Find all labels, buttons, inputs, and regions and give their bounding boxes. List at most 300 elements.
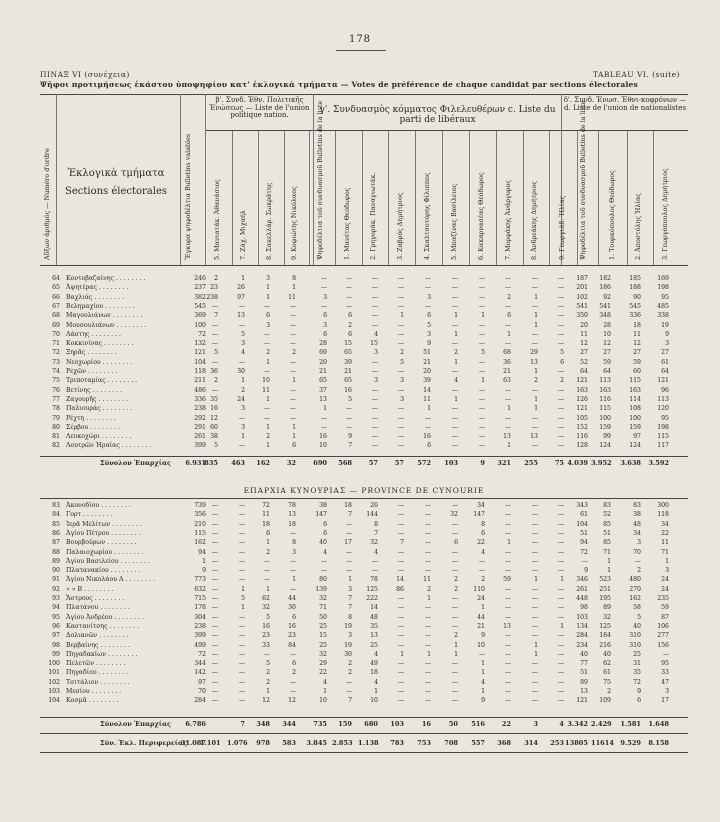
value-cell: 6 <box>348 330 352 338</box>
value-cell: — <box>397 511 404 519</box>
total-row <box>40 720 688 730</box>
value-cell: 36 <box>503 358 511 366</box>
value-cell: — <box>557 511 564 519</box>
value-cell: — <box>211 502 218 509</box>
value-cell: — <box>371 358 378 366</box>
value-cell: 17 <box>661 697 669 705</box>
row-number: 94 <box>52 604 60 612</box>
table-row <box>40 613 688 623</box>
value-cell: 61 <box>603 669 611 677</box>
value-cell: 680 <box>364 720 378 728</box>
value-cell: 51 <box>603 529 611 537</box>
value-cell: 156 <box>657 641 669 649</box>
value-cell: 8 <box>481 520 485 528</box>
value-cell: — <box>531 567 538 575</box>
value-cell: 63 <box>503 377 511 385</box>
value-cell: 35 <box>370 622 378 630</box>
value-cell: — <box>238 576 245 584</box>
value-cell: — <box>531 660 538 668</box>
value-cell: — <box>531 302 538 310</box>
value-cell: 5 <box>481 349 485 357</box>
value-cell: — <box>424 502 431 509</box>
value-cell: 234 <box>576 641 588 649</box>
value-cell: — <box>557 632 564 640</box>
value-cell: — <box>557 284 564 292</box>
value-cell: 2 <box>454 632 458 640</box>
value-cell: 159 <box>599 423 611 431</box>
value-cell: — <box>557 604 564 612</box>
value-cell: 52 <box>580 358 588 366</box>
table-row <box>40 696 688 706</box>
value-cell: 523 <box>599 576 611 584</box>
row-number: 68 <box>52 312 60 320</box>
value-cell: 18 <box>288 520 296 528</box>
value-cell: 72 <box>580 548 588 556</box>
row-number: 82 <box>52 442 60 450</box>
value-cell: 10 <box>603 330 611 338</box>
value-cell: 3 <box>241 340 245 348</box>
value-cell: 71 <box>661 548 669 556</box>
value-cell: — <box>211 669 218 677</box>
value-cell: 94 <box>198 548 206 556</box>
value-cell: 1.076 <box>227 739 248 747</box>
value-cell: — <box>424 275 431 282</box>
value-cell: 1.581 <box>620 720 641 728</box>
value-cell: — <box>211 660 218 668</box>
value-cell: 2 <box>454 576 458 584</box>
value-cell: — <box>424 613 431 621</box>
value-cell: 1 <box>560 576 564 584</box>
value-cell: 38 <box>319 502 327 509</box>
sections-heading-french: Sections électorales <box>64 186 168 197</box>
section-name: Παλαιοχωρίου . . . . . . . . <box>66 548 144 556</box>
value-cell: 3 <box>637 539 641 547</box>
value-cell: — <box>371 293 378 301</box>
value-cell: 1 <box>481 377 485 385</box>
value-cell: — <box>397 595 404 602</box>
value-cell: 1 <box>507 539 511 547</box>
value-cell: 30 <box>344 650 352 658</box>
section1-total-rule <box>40 456 688 457</box>
value-cell: 124 <box>629 442 641 450</box>
value-cell: 9 <box>348 433 352 441</box>
section-name: Ἁγίου Βασιλείου . . . . . . . . <box>66 557 150 565</box>
value-cell: — <box>424 660 431 668</box>
row-number: 71 <box>52 340 60 348</box>
section-name: Ρεχῶν . . . . . . . . <box>66 368 118 375</box>
value-cell: — <box>397 520 404 528</box>
table-row <box>40 358 688 368</box>
value-cell: — <box>504 650 511 658</box>
value-cell: 480 <box>629 576 641 584</box>
value-cell: 5 <box>214 442 218 450</box>
value-cell: — <box>320 567 327 575</box>
value-cell: 125 <box>599 622 611 630</box>
table-row <box>40 321 688 331</box>
value-cell: 142 <box>194 669 206 677</box>
value-cell: 16 <box>421 720 431 728</box>
value-cell: — <box>557 595 564 602</box>
value-cell: — <box>531 613 538 621</box>
value-cell: 1 <box>481 660 485 668</box>
value-cell: 104 <box>194 358 206 366</box>
value-cell: 399 <box>194 442 206 450</box>
value-cell: — <box>238 567 245 575</box>
value-cell: 5 <box>214 349 218 357</box>
value-cell: 238 <box>194 622 206 630</box>
value-cell: 118 <box>657 511 669 519</box>
table-row <box>40 386 688 396</box>
value-cell: 83 <box>633 502 641 509</box>
total-row <box>40 739 688 749</box>
value-cell: 32 <box>370 539 378 547</box>
table-row <box>40 622 688 632</box>
value-cell: 284 <box>576 632 588 640</box>
value-cell: 44 <box>477 613 485 621</box>
value-cell: — <box>478 330 485 338</box>
value-cell: — <box>397 340 404 348</box>
value-cell: 3.592 <box>648 459 669 467</box>
top-rule <box>40 94 688 95</box>
value-cell: 304 <box>194 613 206 621</box>
value-cell: 3.638 <box>620 459 641 467</box>
column-divider <box>653 131 654 265</box>
row-number: 97 <box>52 632 60 640</box>
value-cell: 1 <box>292 377 296 385</box>
row-number: 89 <box>52 557 60 565</box>
value-cell: — <box>478 395 485 403</box>
value-cell: — <box>211 386 218 394</box>
value-cell: 25 <box>633 650 641 658</box>
value-cell: — <box>397 604 404 612</box>
value-cell: 1 <box>481 688 485 695</box>
value-cell: 26 <box>370 502 378 509</box>
value-cell: 109 <box>599 697 611 705</box>
section-name: Πελετῶν . . . . . . . . <box>66 660 126 668</box>
value-cell: 1 <box>266 293 270 301</box>
value-cell: — <box>345 557 352 565</box>
value-cell: — <box>371 368 378 375</box>
table-row <box>40 631 688 641</box>
value-cell: 163 <box>599 386 611 394</box>
value-cell: 22 <box>319 669 327 677</box>
value-cell: 8 <box>374 520 378 528</box>
value-cell: — <box>424 622 431 630</box>
value-cell: 31 <box>633 660 641 668</box>
value-cell: — <box>557 641 564 649</box>
value-cell: 162 <box>194 539 206 547</box>
value-cell: 121 <box>657 377 669 385</box>
value-cell: 117 <box>657 442 669 450</box>
value-cell: 29 <box>319 660 327 668</box>
value-cell: — <box>289 386 296 394</box>
value-cell: 310 <box>629 632 641 640</box>
value-cell: — <box>289 312 296 320</box>
value-cell: 21 <box>423 358 431 366</box>
table-row <box>40 520 688 530</box>
value-cell: 13805 <box>565 739 588 747</box>
value-cell: 1 <box>607 557 611 565</box>
value-cell: — <box>504 697 511 705</box>
value-cell: 94 <box>580 539 588 547</box>
value-cell: — <box>531 697 538 705</box>
value-cell: — <box>557 613 564 621</box>
value-cell: 96 <box>661 386 669 394</box>
value-cell: — <box>397 433 404 441</box>
value-cell: 3 <box>241 405 245 413</box>
value-cell: 10 <box>370 697 378 705</box>
value-cell: — <box>211 511 218 519</box>
value-cell: 102 <box>576 293 588 301</box>
value-cell: 20 <box>423 368 431 375</box>
value-cell: 108 <box>629 405 641 413</box>
value-cell: 448 <box>576 595 588 602</box>
value-cell: 198 <box>657 423 669 431</box>
value-cell: 3.342 <box>567 720 588 728</box>
value-cell: 11 <box>262 511 270 519</box>
value-cell: 356 <box>194 511 206 519</box>
value-cell: 238 <box>194 405 206 413</box>
grand-total-rule <box>40 733 688 734</box>
value-cell: 25 <box>319 641 327 649</box>
value-cell: 7 <box>348 604 352 612</box>
value-cell: 11 <box>423 395 431 403</box>
value-cell: 1 <box>202 557 206 565</box>
value-cell: — <box>238 321 245 329</box>
value-cell: — <box>397 660 404 668</box>
value-cell: 3.952 <box>591 459 612 467</box>
value-cell: — <box>504 386 511 394</box>
row-number: 98 <box>52 641 60 649</box>
value-cell: 978 <box>256 739 270 747</box>
value-cell: 6 <box>481 529 485 537</box>
value-cell: 1 <box>400 650 404 658</box>
value-cell: — <box>504 511 511 519</box>
value-cell: — <box>504 302 511 310</box>
value-cell: 1 <box>292 576 296 584</box>
column-divider <box>309 131 310 265</box>
value-cell: 300 <box>657 502 669 509</box>
value-cell: 64 <box>580 368 588 375</box>
value-cell: 2 <box>292 349 296 357</box>
value-cell: 113 <box>657 395 669 403</box>
value-cell: 75 <box>603 678 611 686</box>
value-cell: 23 <box>288 632 296 640</box>
value-cell: 284 <box>194 697 206 705</box>
value-cell: — <box>557 340 564 348</box>
value-cell: — <box>397 688 404 695</box>
value-cell: 22 <box>661 529 669 537</box>
value-cell: — <box>211 358 218 366</box>
value-cell: — <box>238 650 245 658</box>
row-number: 99 <box>52 650 60 658</box>
value-cell: 1 <box>481 669 485 677</box>
table-row <box>40 274 688 284</box>
value-cell: — <box>211 613 218 621</box>
value-cell: 13 <box>370 632 378 640</box>
value-cell: — <box>397 567 404 575</box>
page-number-rule <box>336 50 386 51</box>
value-cell: 59 <box>603 358 611 366</box>
value-cell: 12 <box>580 340 588 348</box>
value-cell: — <box>451 529 458 537</box>
value-cell: 11 <box>423 576 431 584</box>
value-cell: — <box>289 302 296 310</box>
value-cell: — <box>211 548 218 556</box>
value-cell: 33 <box>262 641 270 649</box>
value-cell: — <box>504 595 511 602</box>
value-cell: 1 <box>292 433 296 441</box>
value-cell: — <box>504 567 511 575</box>
value-cell: — <box>504 520 511 528</box>
value-cell: 1 <box>454 395 458 403</box>
value-cell: 28 <box>603 321 611 329</box>
value-cell: 7 <box>348 595 352 602</box>
value-cell: 2.853 <box>332 739 353 747</box>
value-cell: — <box>238 613 245 621</box>
section-name: Βουρβούρων . . . . . . . . <box>66 539 137 547</box>
value-cell: — <box>263 414 270 422</box>
value-cell: 4 <box>559 720 564 728</box>
value-cell: — <box>424 414 431 422</box>
value-cell: 9 <box>637 688 641 695</box>
section-name: Λάστης . . . . . . . . <box>66 330 121 338</box>
value-cell: 1 <box>534 576 538 584</box>
table-caption: Ψῆφοι προτιμήσεως ἑκάστου ὑποψηφίου κατ' ἐκλογικὰ τμήματα — Votes de préférence de chaque candidat par sections électorales <box>40 80 639 89</box>
section-name: Ἁγίου Νικολάου Α . . . . . . . . <box>66 576 155 584</box>
value-cell: 344 <box>194 660 206 668</box>
section-name: Καστανίτσης . . . . . . . . <box>66 622 140 630</box>
value-cell: 1 <box>560 622 564 630</box>
value-cell: — <box>557 275 564 282</box>
column-divider <box>232 131 233 265</box>
value-cell: 7 <box>400 539 404 547</box>
value-cell: 2 <box>400 349 404 357</box>
value-cell: 382 <box>194 293 206 301</box>
value-cell: 2 <box>454 585 458 593</box>
value-cell: 3 <box>266 321 270 329</box>
value-cell: 6 <box>427 312 431 320</box>
value-cell: — <box>371 321 378 329</box>
value-cell: — <box>478 340 485 348</box>
value-cell: 6 <box>507 312 511 320</box>
value-cell: 1 <box>427 650 431 658</box>
value-cell: 182 <box>599 275 611 282</box>
column-heading: 1. Μανέτας Θεόδωρος <box>343 187 351 260</box>
value-cell: 103 <box>390 720 404 728</box>
value-cell: 1 <box>534 395 538 403</box>
value-cell: 2 <box>266 349 270 357</box>
column-divider <box>362 131 363 265</box>
value-cell: 7 <box>240 720 245 728</box>
value-cell: — <box>424 641 431 649</box>
value-cell: — <box>371 312 378 320</box>
value-cell: 7 <box>374 529 378 537</box>
value-cell: 1.648 <box>648 720 669 728</box>
value-cell: 34 <box>477 502 485 509</box>
value-cell: — <box>478 423 485 431</box>
table-row <box>40 641 688 651</box>
value-cell: 90 <box>633 293 641 301</box>
value-cell: 237 <box>194 284 206 292</box>
value-cell: 86 <box>396 585 404 593</box>
value-cell: — <box>238 442 245 450</box>
value-cell: 59 <box>503 576 511 584</box>
value-cell: 2 <box>348 669 352 677</box>
value-cell: 13 <box>530 433 538 441</box>
group-nationalists: δ'. Συνδ. Ἑνωσ. Ἐθνι-κοφρόνων — d. Liste de l'union de nationalistes <box>563 96 687 112</box>
sections-heading-greek: Ἐκλογικὰ τμήματα <box>67 168 165 179</box>
value-cell: 97 <box>633 433 641 441</box>
value-cell: — <box>557 529 564 537</box>
value-cell: — <box>238 632 245 640</box>
section-name: Τσιτάλιον . . . . . . . . <box>66 678 130 686</box>
value-cell: — <box>371 386 378 394</box>
value-cell: — <box>424 539 431 547</box>
value-cell: 1 <box>374 688 378 695</box>
value-cell: 115 <box>194 529 206 537</box>
value-cell: 106 <box>657 622 669 630</box>
value-cell: 71 <box>319 604 327 612</box>
value-cell: — <box>345 293 352 301</box>
value-cell: — <box>451 697 458 705</box>
value-cell: — <box>397 502 404 509</box>
value-cell: 3 <box>427 293 431 301</box>
value-cell: 3 <box>665 567 669 575</box>
value-cell: — <box>478 321 485 329</box>
value-cell: 21 <box>344 368 352 375</box>
value-cell: 27 <box>603 349 611 357</box>
value-cell: 1 <box>481 604 485 612</box>
column-divider <box>388 131 389 265</box>
value-cell: 40 <box>603 650 611 658</box>
value-cell: 24 <box>661 576 669 584</box>
section-name: Βερβαίνης . . . . . . . . <box>66 641 130 649</box>
value-cell: 178 <box>194 604 206 612</box>
value-cell: 1 <box>427 405 431 413</box>
value-cell: 35 <box>210 395 218 403</box>
header-bottom-rule <box>40 265 688 266</box>
value-cell: 545 <box>194 302 206 310</box>
value-cell: 120 <box>657 405 669 413</box>
table-row <box>40 441 688 451</box>
value-cell: — <box>238 660 245 668</box>
value-cell: 1 <box>266 442 270 450</box>
value-cell: — <box>397 386 404 394</box>
value-cell: 27 <box>661 349 669 357</box>
value-cell: — <box>424 678 431 686</box>
value-cell: 36 <box>210 368 218 375</box>
value-cell: 348 <box>599 312 611 320</box>
value-cell: 128 <box>576 442 588 450</box>
value-cell: — <box>238 520 245 528</box>
value-cell: — <box>211 622 218 630</box>
value-cell: 12 <box>633 340 641 348</box>
value-cell: 369 <box>194 312 206 320</box>
value-cell: — <box>238 557 245 565</box>
value-cell: — <box>263 405 270 413</box>
value-cell: — <box>451 557 458 565</box>
value-cell: — <box>397 275 404 282</box>
value-cell: 162 <box>629 595 641 602</box>
table-row <box>40 678 688 688</box>
value-cell: 60 <box>210 423 218 431</box>
value-cell: — <box>531 585 538 593</box>
value-cell: — <box>320 284 327 292</box>
column-heading: 6. Κακαρνασέας Θεόδωρος <box>477 172 485 260</box>
value-cell: — <box>424 529 431 537</box>
value-cell: — <box>504 688 511 695</box>
